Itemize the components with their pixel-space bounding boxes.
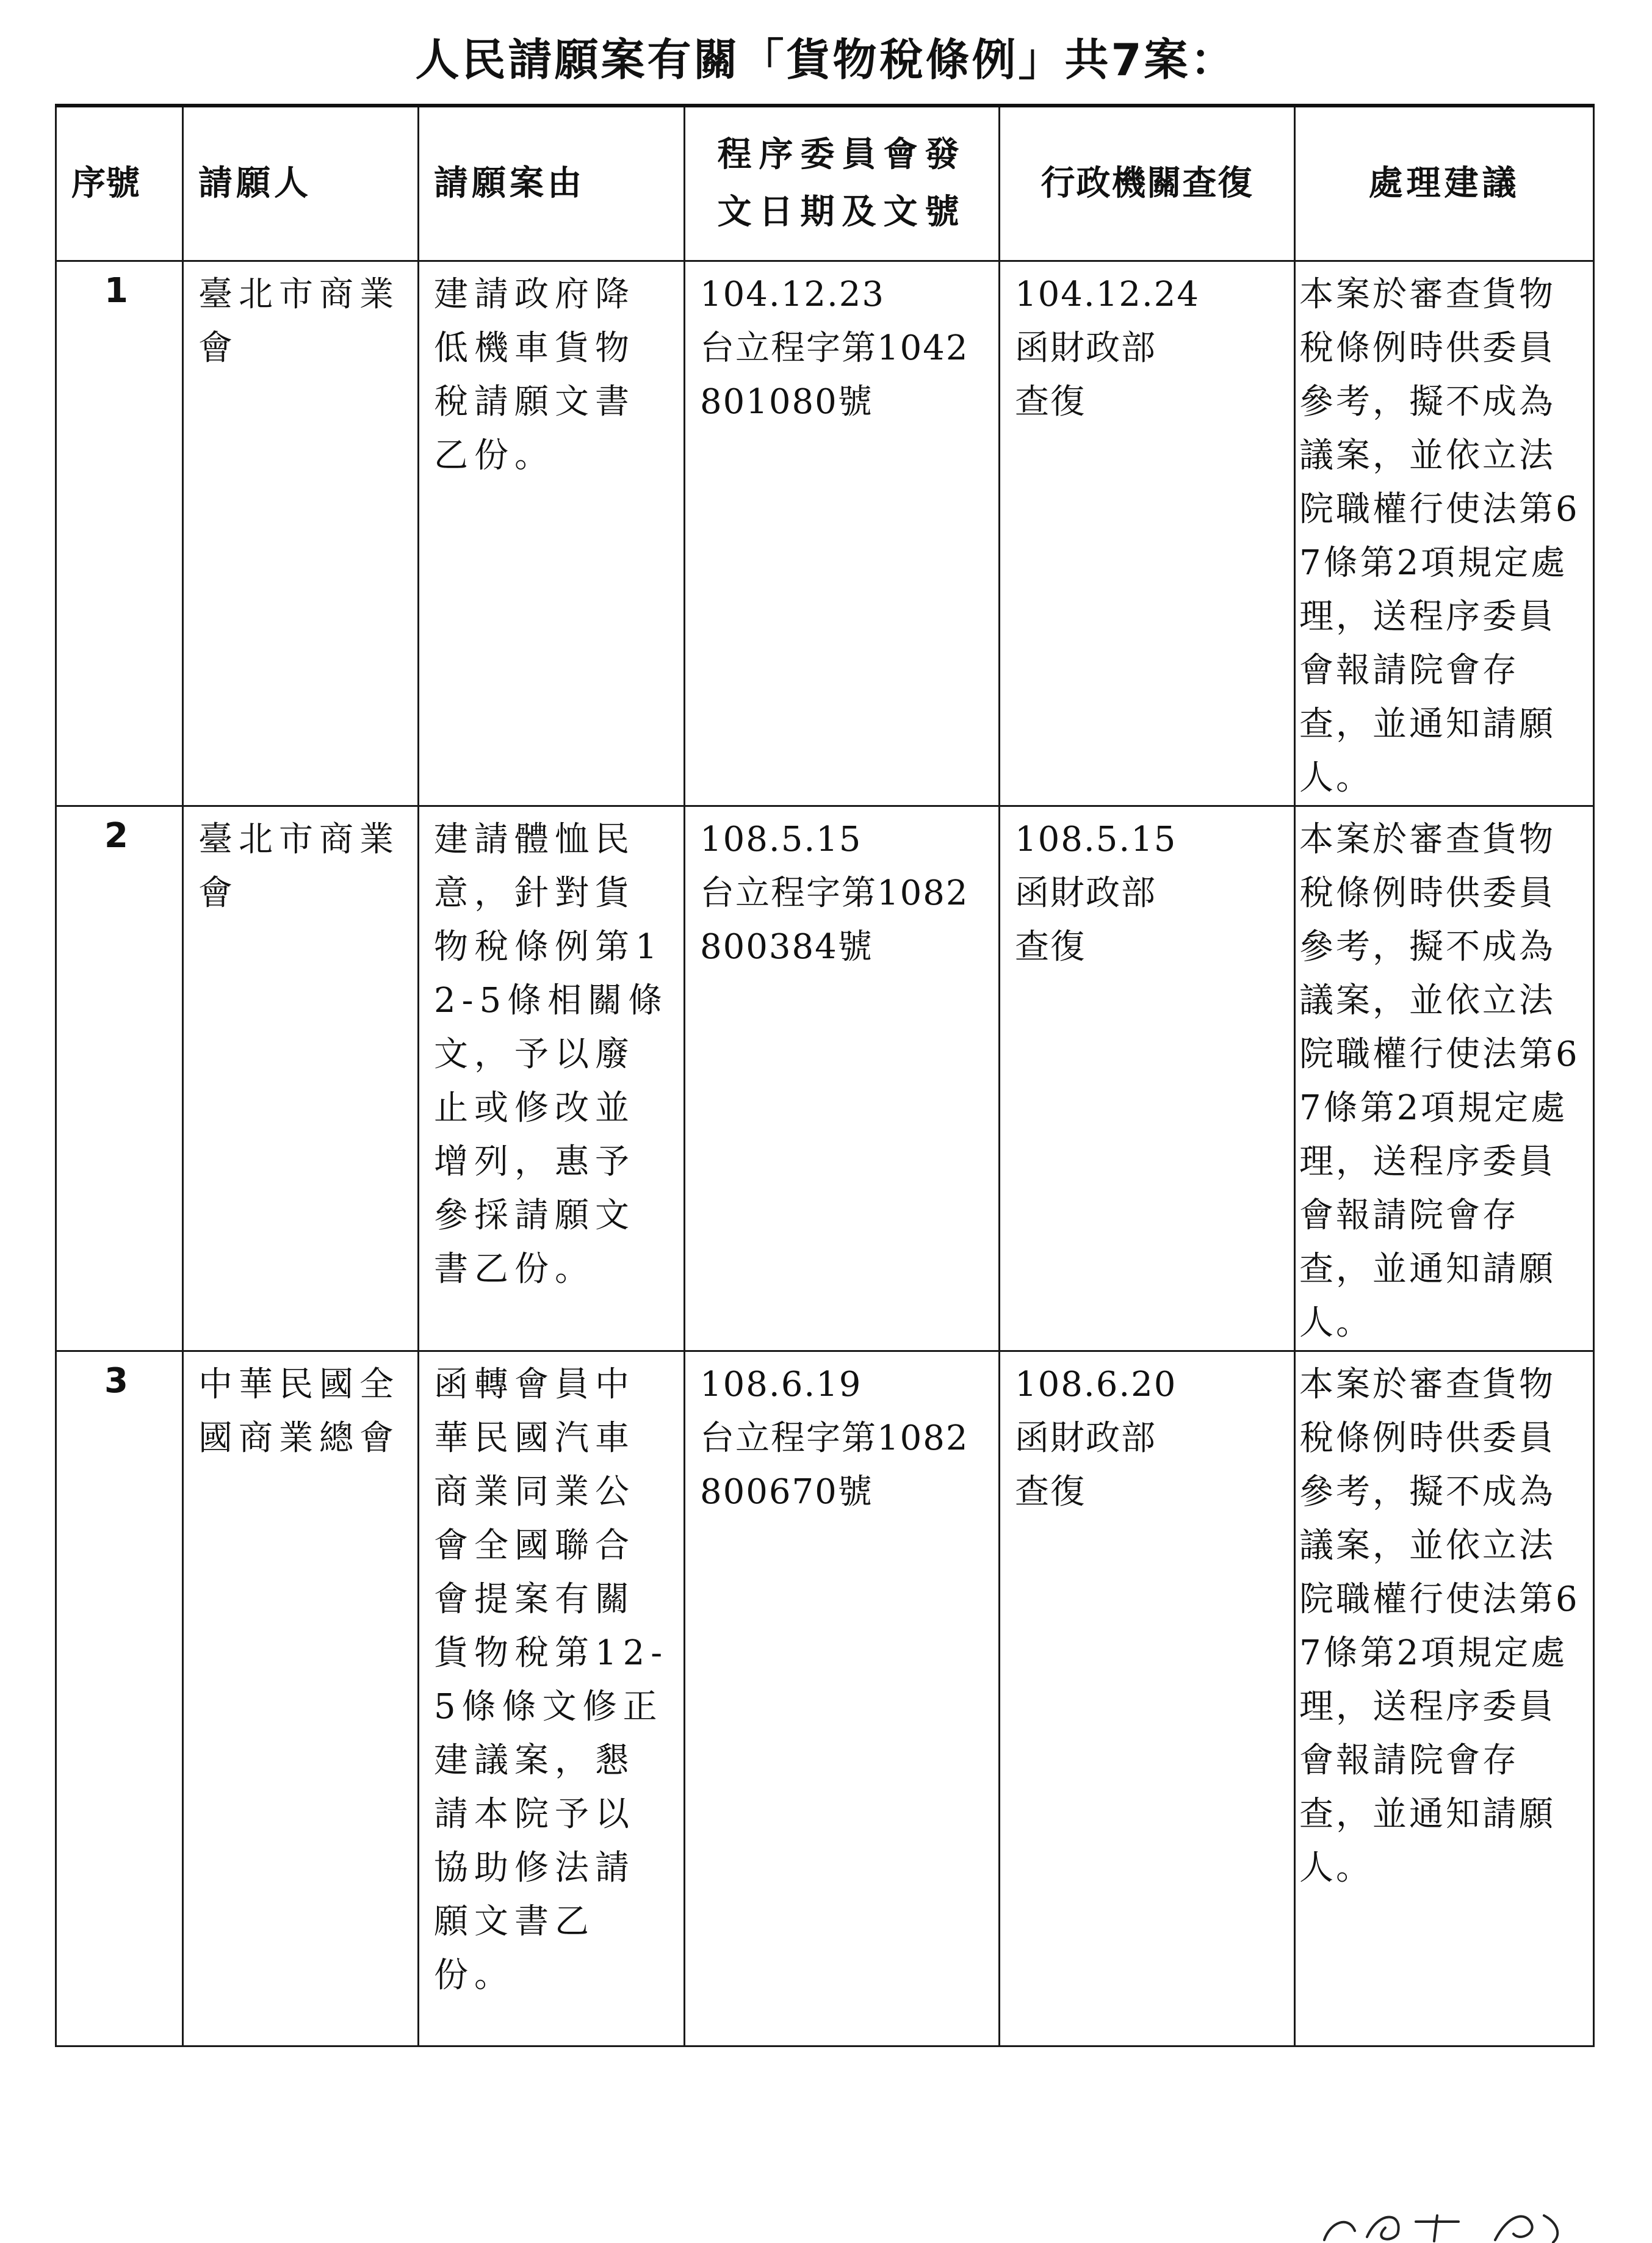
header-suggestion: 處理建議 [1295, 106, 1594, 261]
reply-date: 108.5.15 [1015, 820, 1177, 859]
table-header-row [56, 106, 1594, 261]
suggestion-cell: 本案於審查貨物稅條例時供委員參考，擬不成為議案，並依立法院職權行使法第67條第2項規定處理，送程序委員會報請院會存查，並通知請願人。 [1295, 1351, 1594, 2046]
header-no: 序號 [56, 106, 183, 261]
row-number: 1 [56, 261, 183, 806]
row-number: 2 [56, 806, 183, 1351]
handwritten-signature [1312, 2197, 1568, 2243]
reason-cell: 建請體恤民意，針對貨物稅條例第12-5條相關條文，予以廢止或修改並增列，惠予參採請願文書乙份。 [419, 806, 685, 1351]
header-reason: 請願案由 [419, 106, 685, 261]
reply-date: 108.6.20 [1015, 1365, 1177, 1404]
reply-date: 104.12.24 [1015, 275, 1200, 314]
agency-reply-cell [1000, 261, 1295, 806]
header-petitioner: 請願人 [183, 106, 419, 261]
committee-date: 108.6.19 [700, 1365, 862, 1404]
table-row [56, 261, 1594, 806]
petition-table [55, 104, 1595, 2047]
agency-reply-cell [1000, 806, 1295, 1351]
reason-cell: 函轉會員中華民國汽車商業同業公會全國聯合會提案有關貨物稅第12-5條條文修正建議案，懇請本院予以協助修法請願文書乙份。 [419, 1351, 685, 2046]
committee-date-cell [685, 1351, 1000, 2046]
table-row [56, 1351, 1594, 2046]
committee-doc-number: 台立程字第1042801080號 [700, 328, 969, 422]
header-agency-reply: 行政機關查復 [1000, 106, 1295, 261]
committee-doc-number: 台立程字第1082800384號 [700, 873, 969, 967]
committee-date: 104.12.23 [700, 275, 886, 314]
petitioner-cell: 臺北市商業會 [183, 261, 419, 806]
suggestion-cell: 本案於審查貨物稅條例時供委員參考，擬不成為議案，並依立法院職權行使法第67條第2項規定處理，送程序委員會報請院會存查，並通知請願人。 [1295, 261, 1594, 806]
petitioner-cell: 中華民國全國商業總會 [183, 1351, 419, 2046]
committee-date-cell [685, 261, 1000, 806]
reply-text: 函財政部查復 [1015, 328, 1156, 422]
reply-text: 函財政部查復 [1015, 1418, 1156, 1512]
suggestion-cell: 本案於審查貨物稅條例時供委員參考，擬不成為議案，並依立法院職權行使法第67條第2項規定處理，送程序委員會報請院會存查，並通知請願人。 [1295, 806, 1594, 1351]
row-number: 3 [56, 1351, 183, 2046]
reply-text: 函財政部查復 [1015, 873, 1156, 967]
agency-reply-cell [1000, 1351, 1295, 2046]
committee-date-cell [685, 806, 1000, 1351]
header-committee-date: 程序委員會發文日期及文號 [685, 106, 1000, 261]
page-title: 人民請願案有關「貨物稅條例」共7案： [415, 34, 1237, 85]
reason-cell: 建請政府降低機車貨物稅請願文書乙份。 [419, 261, 685, 806]
committee-date: 108.5.15 [700, 820, 862, 859]
table-row [56, 806, 1594, 1351]
petitioner-cell: 臺北市商業會 [183, 806, 419, 1351]
committee-doc-number: 台立程字第1082800670號 [700, 1418, 969, 1512]
